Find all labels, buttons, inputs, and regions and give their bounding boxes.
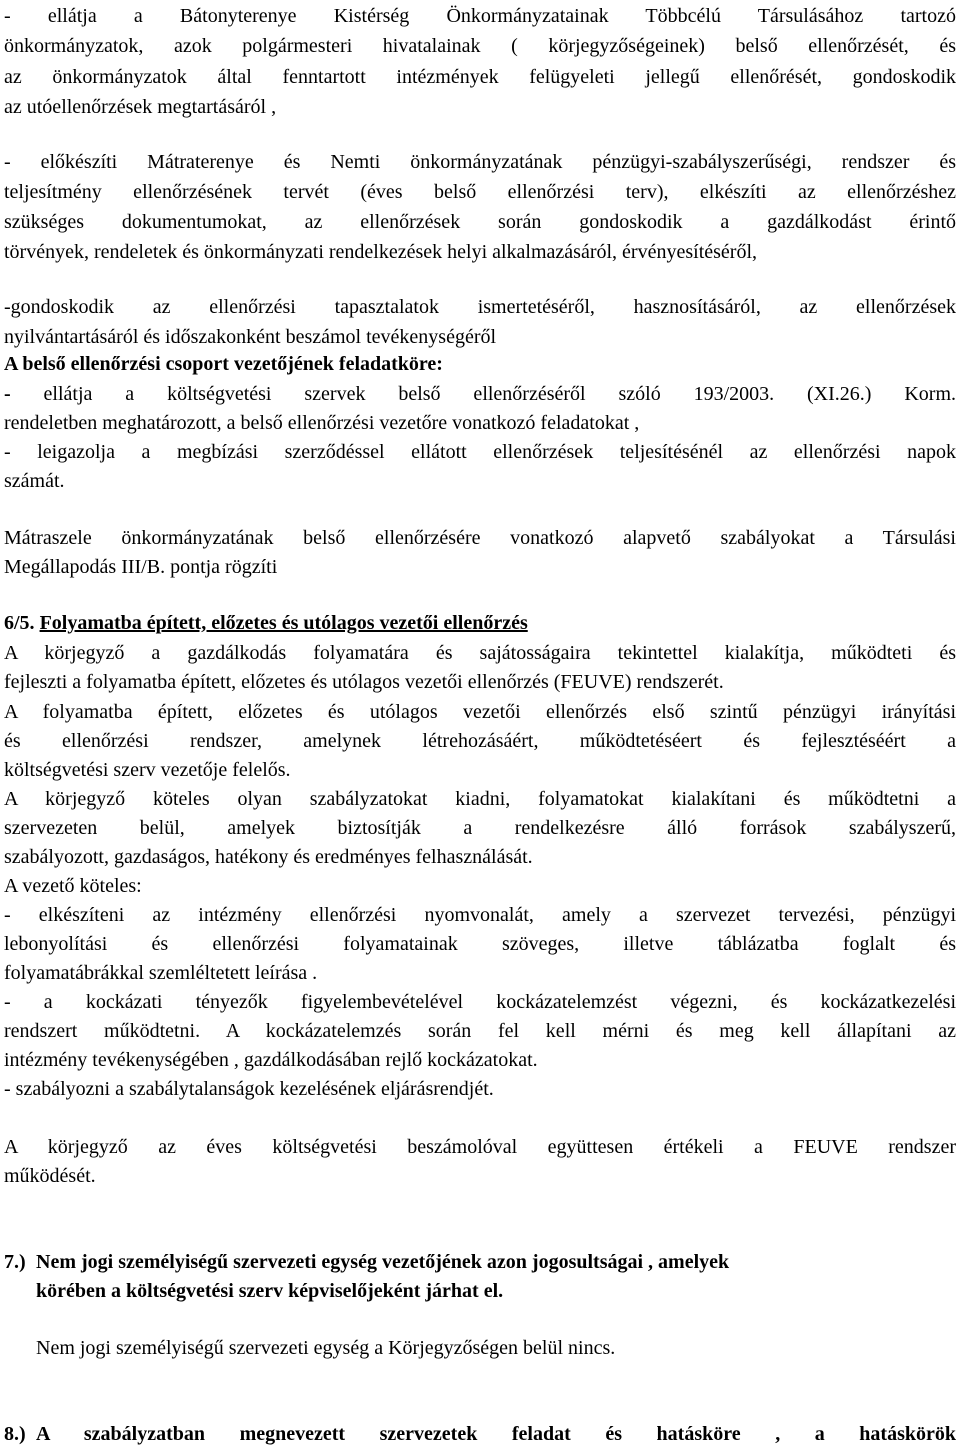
text-line: működését.: [4, 1165, 96, 1187]
text-line: -gondoskodik az ellenőrzési tapasztalatok ismertetéséről, hasznosításáról, az ellenőrzések: [4, 296, 956, 318]
text-line: az utóellenőrzések megtartásáról ,: [4, 96, 277, 118]
section-number: 8.): [4, 1423, 26, 1445]
text-line: az önkormányzatok által fenntartott intézmények felügyeleti jellegű ellenőrését, gondoskodik: [4, 66, 956, 88]
text-fragment: ellátja a költségvetési szervek belső ellenőrzéséről szóló 193/2003. (XI.26.) Korm.: [10, 383, 956, 405]
text-line: törvények, rendeletek és önkormányzati rendelkezések helyi alkalmazásáról, érvényesítéséről,: [4, 241, 757, 263]
section-number: 6/5.: [4, 612, 35, 634]
text-line: - a kockázati tényezők figyelembevételével kockázatelemzést végezni, és kockázatkezelési: [4, 991, 956, 1013]
text-line: szabályozott, gazdaságos, hatékony és eredményes felhasználását.: [4, 846, 533, 868]
section-heading: A belső ellenőrzési csoport vezetőjének feladatköre:: [4, 353, 443, 375]
text-line: nyilvántartásáról és időszakonként beszámol tevékenységéről: [4, 326, 497, 348]
text-line: lebonyolítási és ellenőrzési folyamatainak szöveges, illetve táblázatba foglalt és: [4, 933, 956, 955]
text-line: A körjegyző köteles olyan szabályzatokat kiadni, folyamatokat kialakítani és működtetni a: [4, 788, 956, 810]
text-line: A folyamatba épített, előzetes és utólagos vezetői ellenőrzés első szintű pénzügyi irányítási: [4, 701, 956, 723]
text-line: szervezeten belül, amelyek biztosítják a rendelkezésre álló források szabályszerű,: [4, 817, 956, 839]
text-line: rendszert működtetni. A kockázatelemzés során fel kell mérni és meg kell állapítani az: [4, 1020, 956, 1042]
text-line: folyamatábrákkal szemléltetett leírása .: [4, 962, 318, 984]
text-line: - leigazolja a megbízási szerződéssel ellátott ellenőrzések teljesítésénél az ellenőrzési napok: [4, 441, 956, 463]
text-line: A körjegyző az éves költségvetési beszámolóval együttesen értékeli a FEUVE rendszer: [4, 1136, 956, 1158]
dash-marker: -: [4, 383, 11, 405]
text-line: - szabályozni a szabálytalanságok kezelésének eljárásrendjét.: [4, 1078, 494, 1100]
text-line: A vezető köteles:: [4, 875, 142, 897]
text-line: Mátraszele önkormányzatának belső ellenőrzésére vonatkozó alapvető szabályokat a Társulási: [4, 527, 956, 549]
text-line: Nem jogi személyiségű szervezeti egység a Körjegyzőségen belül nincs.: [36, 1337, 616, 1359]
section-number: 7.): [4, 1251, 26, 1273]
text-line: szükséges dokumentumokat, az ellenőrzések során gondoskodik a gazdálkodást érintő: [4, 211, 956, 233]
section-title: [4, 612, 956, 634]
text-line: és ellenőrzési rendszer, amelynek létrehozásáért, működtetéséert és fejlesztéséért a: [4, 730, 956, 752]
section-title: körében a költségvetési szerv képviselőjeként járhat el.: [36, 1280, 504, 1302]
section-title-text: Folyamatba épített, előzetes és utólagos vezetői ellenőrzés: [39, 612, 528, 634]
section-title: A szabályzatban megnevezett szervezetek feladat és hatásköre , a hatáskörök: [36, 1423, 956, 1445]
text-line: - elkészíteni az intézmény ellenőrzési nyomvonalát, amely a szervezet tervezési, pénzügyi: [4, 904, 956, 926]
text-line: - ellátja a Bátonyterenye Kistérség Önkormányzatainak Többcélú Társulásához tartozó: [4, 5, 956, 27]
text-line: Megállapodás III/B. pontja rögzíti: [4, 556, 278, 578]
text-line: teljesítmény ellenőrzésének tervét (éves belső ellenőrzési terv), elkészíti az ellenőrzéshez: [4, 181, 956, 203]
text-line: rendeletben meghatározott, a belső ellenőrzési vezetőre vonatkozó feladatokat ,: [4, 412, 640, 434]
text-line: önkormányzatok, azok polgármesteri hivatalainak ( körjegyzőségeinek) belső ellenőrzését, és: [4, 35, 956, 57]
text-line: A körjegyző a gazdálkodás folyamatára és sajátosságaira tekintettel kialakítja, működteti és: [4, 642, 956, 664]
section-title: Nem jogi személyiségű szervezeti egység vezetőjének azon jogosultságai , amelyek: [36, 1251, 730, 1273]
text-line: [4, 383, 956, 405]
text-line: számát.: [4, 470, 65, 492]
text-line: - előkészíti Mátraterenye és Nemti önkormányzatának pénzügyi-szabályszerűségi, rendszer és: [4, 151, 956, 173]
text-line: intézmény tevékenységében , gazdálkodásában rejlő kockázatokat.: [4, 1049, 538, 1071]
text-line: fejleszti a folyamatba épített, előzetes és utólagos vezetői ellenőrzés (FEUVE) rendszerét.: [4, 671, 724, 693]
text-line: költségvetési szerv vezetője felelős.: [4, 759, 291, 781]
